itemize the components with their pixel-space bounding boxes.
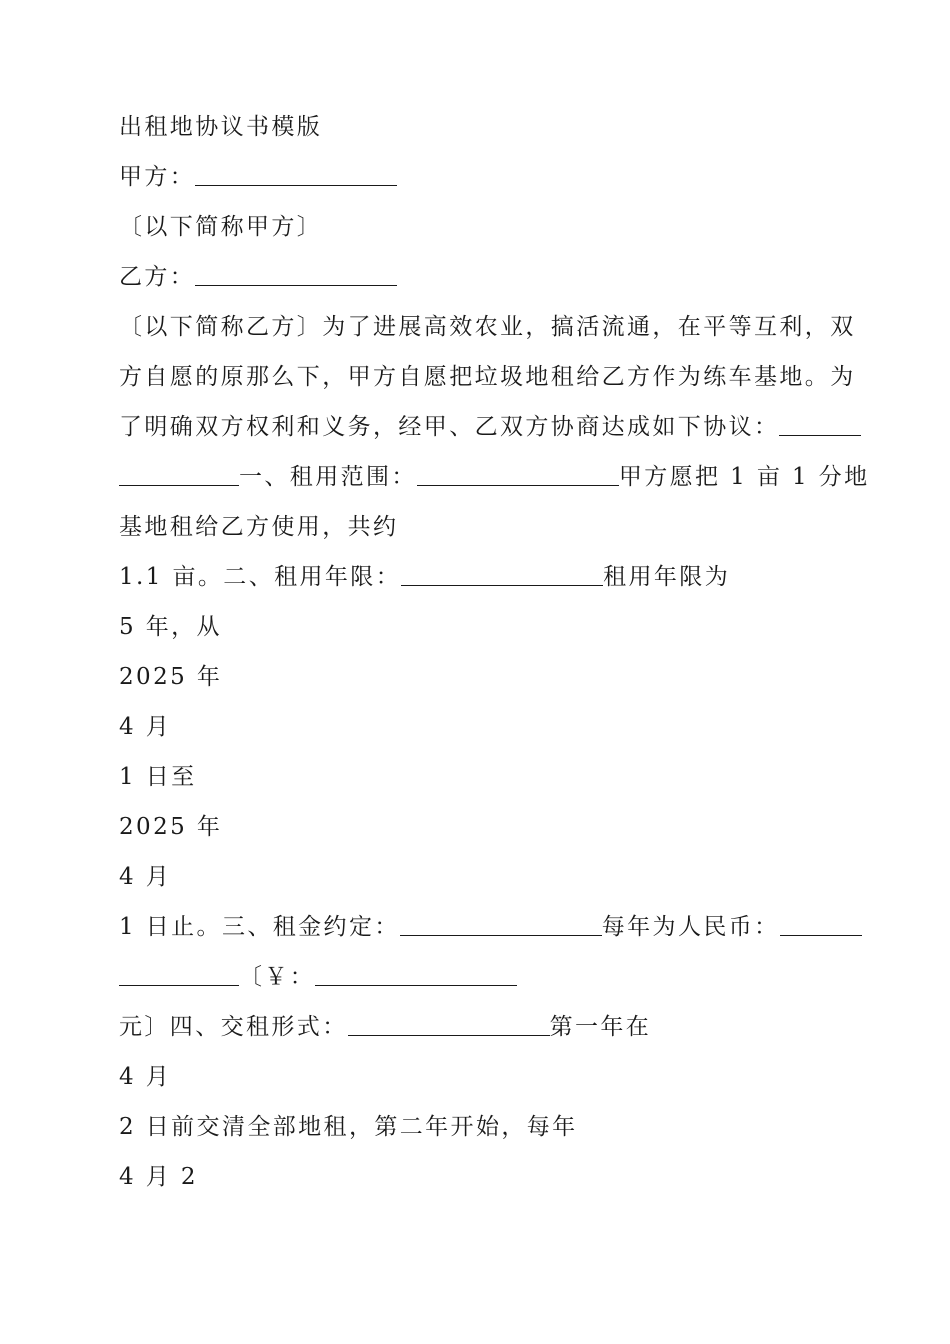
section-1-blank — [417, 463, 619, 486]
section-4-line: 元〕四、交租形式： 第一年在 — [119, 1014, 652, 1040]
party-b-label: 乙方： — [119, 264, 196, 290]
party-b-blank — [195, 263, 397, 286]
section-3-blank — [400, 913, 602, 936]
pay-next: 4 月 2 — [119, 1164, 198, 1190]
start-month: 4 月 — [119, 714, 172, 740]
rent-numeric-blank — [315, 963, 517, 986]
paragraph-line: 方自愿的原那么下，甲方自愿把垃圾地租给乙方作为练车基地。为 — [119, 364, 856, 390]
start-day: 1 日至 — [119, 764, 197, 790]
end-year: 2025 年 — [119, 814, 223, 840]
party-a-label: 甲方： — [119, 164, 196, 190]
continuation-blank — [119, 463, 239, 486]
agreement-blank — [779, 413, 861, 436]
paragraph-line: 〔以下简称乙方〕为了进展高效农业，搞活流通，在平等互利，双 — [119, 314, 856, 340]
paragraph-line: 基地租给乙方使用，共约 — [119, 514, 399, 540]
paragraph-line: 了明确双方权利和义务，经甲、乙双方协商达成如下协议： — [119, 412, 834, 442]
document-title: 出租地协议书模版 — [119, 114, 323, 140]
rent-continuation-blank — [119, 963, 239, 986]
section-1-label: 一、租用范围： — [239, 464, 417, 490]
start-year: 2025 年 — [119, 664, 223, 690]
section-2-blank — [401, 563, 603, 586]
section-2-line: 1.1 亩。二、租用年限： 租用年限为 — [119, 564, 731, 590]
party-a-line — [119, 162, 834, 192]
party-b-line — [119, 262, 834, 292]
party-a-blank — [195, 163, 397, 186]
party-a-note: 〔以下简称甲方〕 — [119, 214, 323, 240]
pay-text: 2 日前交清全部地租，第二年开始，每年 — [119, 1114, 578, 1140]
section-3-line: 1 日止。三、租金约定： 每年为人民币： — [119, 912, 834, 942]
end-month: 4 月 — [119, 864, 172, 890]
rent-amount-blank — [780, 913, 862, 936]
pay-month: 4 月 — [119, 1064, 172, 1090]
term-years: 5 年，从 — [119, 614, 222, 640]
section-4-blank — [348, 1013, 550, 1036]
currency-line: 〔￥： — [119, 962, 834, 992]
section-1-line: 一、租用范围： 甲方愿把 1 亩 1 分地 — [119, 462, 834, 492]
